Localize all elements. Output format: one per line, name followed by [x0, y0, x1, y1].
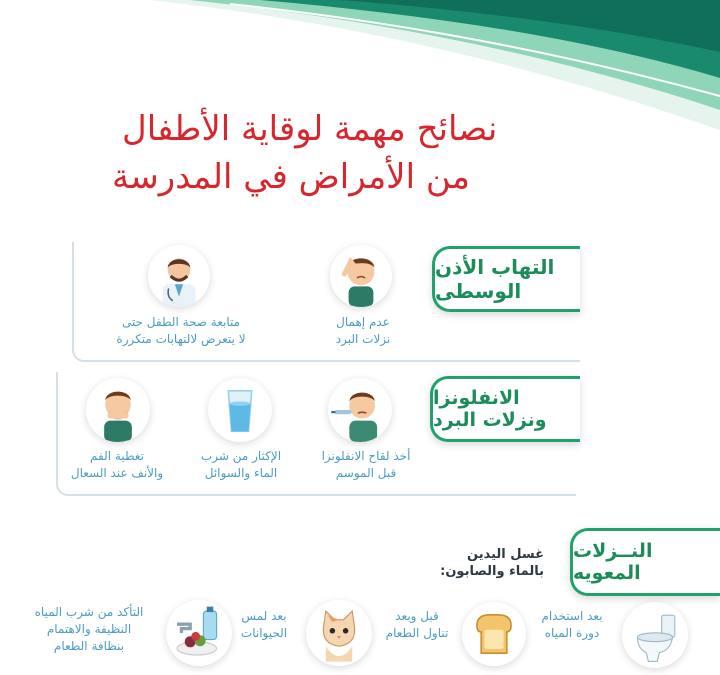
gut-section-heading [570, 528, 720, 596]
cat-icon [306, 600, 372, 666]
ear-tip-1-caption: عدم إهمال نزلات البرد [335, 315, 391, 346]
cough-boy-icon [86, 378, 150, 442]
ear-tip-2-caption: متابعة صحة الطفل حتى لا يتعرض لالتهابات متكررة [116, 315, 246, 346]
gut-heading-line-2: المعويه [573, 562, 641, 584]
gut-tip-2-caption: قبل وبعد تناول الطعام [385, 609, 449, 640]
gut-intro: غسل اليدين بالماء والصابون: [440, 547, 544, 579]
toilet-icon [622, 602, 688, 668]
ear-section-heading [432, 246, 580, 312]
water-glass-icon [208, 378, 272, 442]
ear-heading-line-2: الوسطى [435, 279, 522, 303]
flu-tip-2-caption: الإكثار من شرب الماء والسوائل [200, 449, 282, 480]
bread-icon [462, 602, 526, 666]
gut-tip-1-caption: بعد استخدام دورة المياه [541, 609, 603, 640]
flu-tip-1-caption: أخذ لقاح الانفلونزا قبل الموسم [321, 449, 411, 480]
clean-food-water-icon [166, 600, 232, 666]
gut-tip-4-caption: التأكد من شرب المياه النظيفة والاهتمام بنظافة الطعام [34, 605, 144, 653]
flu-tip-3-caption: تغطية الفم والأنف عند السعال [70, 449, 164, 480]
boy-ear-pain-icon [330, 245, 392, 307]
flu-heading-line-2: ونزلات البرد [433, 409, 547, 431]
gut-heading-line-1: النــزلات [573, 540, 653, 562]
page-title-line-2: من الأمراض في المدرسة [112, 157, 470, 197]
vaccine-boy-icon [328, 378, 392, 442]
doctor-icon [148, 245, 210, 307]
gut-tip-3-caption: بعد لمس الحيوانات [240, 609, 288, 640]
ear-heading-line-1: التهاب الأذن [435, 255, 555, 279]
flu-heading-line-1: الانفلونزا [433, 387, 520, 409]
page-title-line-1: نصائح مهمة لوقاية الأطفال [122, 109, 498, 149]
flu-section-heading [430, 376, 580, 442]
